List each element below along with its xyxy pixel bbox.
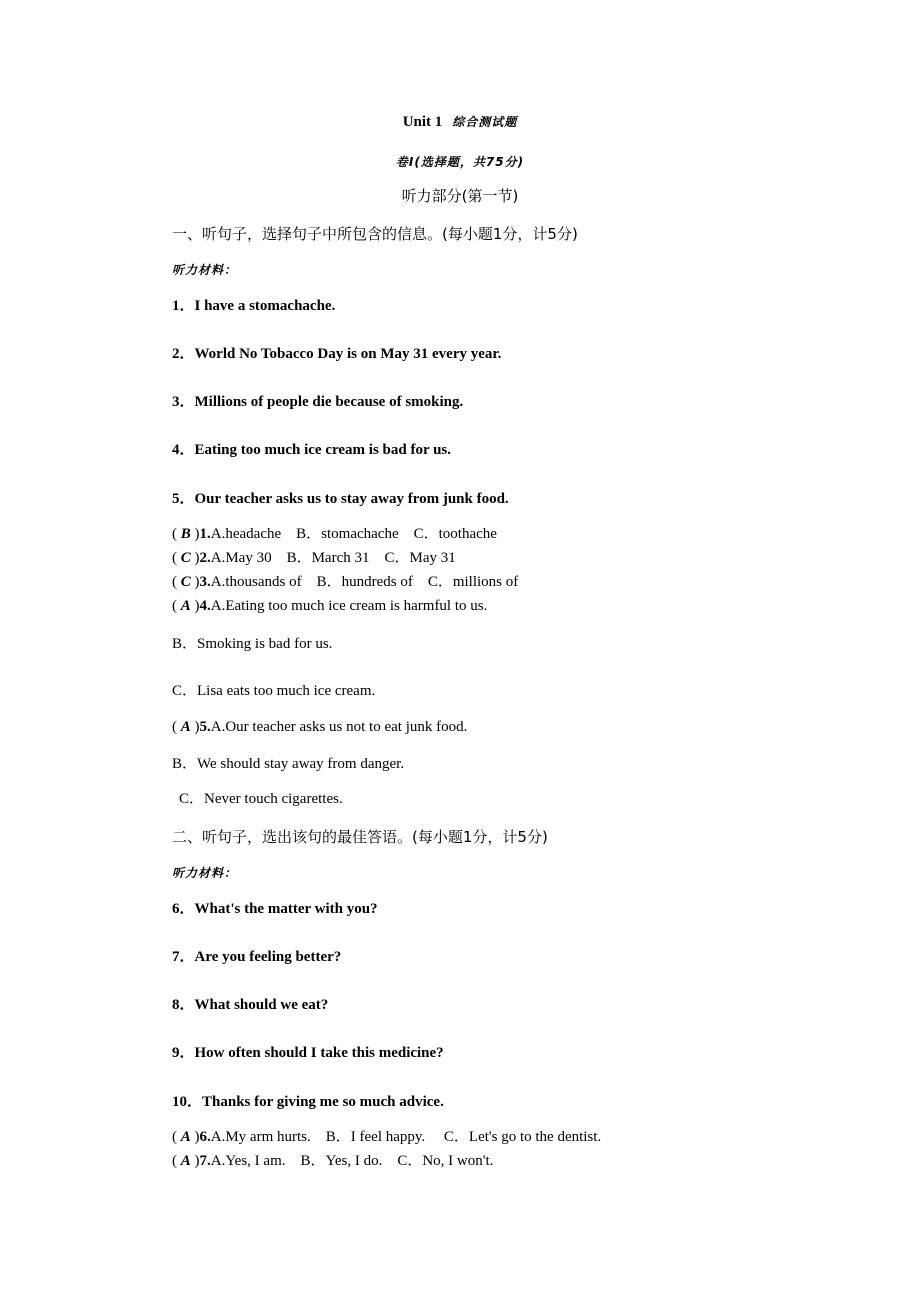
question-5: ( A )5.A.Our teacher asks us not to eat junk food. [172,719,468,735]
question-4: ( A )4.A.Eating too much ice cream is harmful to us. [172,598,488,614]
answer-1: B [180,526,191,542]
listening-sentence-2: 2．World No Tobacco Day is on May 31 every year. [172,346,502,362]
question-7-options: A.Yes, I am. B．Yes, I do. C．No, I won't. [210,1153,494,1169]
question-1: ( B )1.A.headache B．stomachache C．toothache [172,526,497,542]
listening-sentence-10: 10．Thanks for giving me so much advice. [172,1094,444,1110]
volume-heading [0,152,920,172]
question-number-4: 4. [199,598,211,614]
question-number-2: 2. [199,550,211,566]
question-3-options: A.thousands of B．hundreds of C．millions of [210,574,519,590]
volume-label: 卷Ⅰ(选择题，共75分) [395,155,525,169]
question-4-option-c: C．Lisa eats too much ice cream. [172,683,376,699]
page-title [0,112,920,132]
listening-sentence-3: 3．Millions of people die because of smoking. [172,394,464,410]
question-4-option-b: B．Smoking is bad for us. [172,636,333,652]
test-name: 综合测试题 [452,115,518,129]
answer-3: C [180,574,191,590]
listening-sentence-9: 9．How often should I take this medicine? [172,1045,444,1061]
question-number-6: 6. [199,1129,211,1145]
answer-4: A [180,598,191,614]
listening-sentence-4: 4．Eating too much ice cream is bad for us. [172,442,452,458]
listening-sentence-7: 7．Are you feeling better? [172,949,342,965]
listening-sentence-8: 8．What should we eat? [172,997,329,1013]
part2-material-label: 听力材料： [172,866,238,880]
question-1-options: A.headache B．stomachache C．toothache [210,526,497,542]
question-4-option-a: A.Eating too much ice cream is harmful to us. [210,598,488,614]
part1-heading: 一、听句子，选择句子中所包含的信息。(每小题1分，计5分) [172,225,578,243]
question-2: ( C )2.A.May 30 B．March 31 C．May 31 [172,550,456,566]
answer-2: C [180,550,191,566]
question-number-5: 5. [199,719,211,735]
question-5-option-a: A.Our teacher asks us not to eat junk food. [210,719,468,735]
question-2-options: A.May 30 B．March 31 C．May 31 [210,550,456,566]
question-6-options: A.My arm hurts. B．I feel happy. C．Let's go to the dentist. [210,1129,602,1145]
question-number-7: 7. [199,1153,211,1169]
listening-sentence-5: 5．Our teacher asks us to stay away from junk food. [172,491,509,507]
unit-label: Unit 1 [402,114,443,130]
question-5-option-b: B．We should stay away from danger. [172,756,405,772]
listening-sentence-1: 1．I have a stomachache. [172,298,336,314]
question-3: ( C )3.A.thousands of B．hundreds of C．millions of [172,574,519,590]
listening-sentence-6: 6．What's the matter with you? [172,901,378,917]
question-number-1: 1. [199,526,211,542]
section-heading: 听力部分(第一节) [401,187,519,205]
answer-7: A [180,1153,191,1169]
question-6: ( A )6.A.My arm hurts. B．I feel happy. C．Let's go to the dentist. [172,1129,602,1145]
question-7: ( A )7.A.Yes, I am. B．Yes, I do. C．No, I won't. [172,1153,494,1169]
question-number-3: 3. [199,574,211,590]
question-5-option-c: C．Never touch cigarettes. [179,791,343,807]
part2-heading: 二、听句子，选出该句的最佳答语。(每小题1分，计5分) [172,828,548,846]
answer-5: A [180,719,191,735]
part1-material-label: 听力材料： [172,263,238,277]
answer-6: A [180,1129,191,1145]
